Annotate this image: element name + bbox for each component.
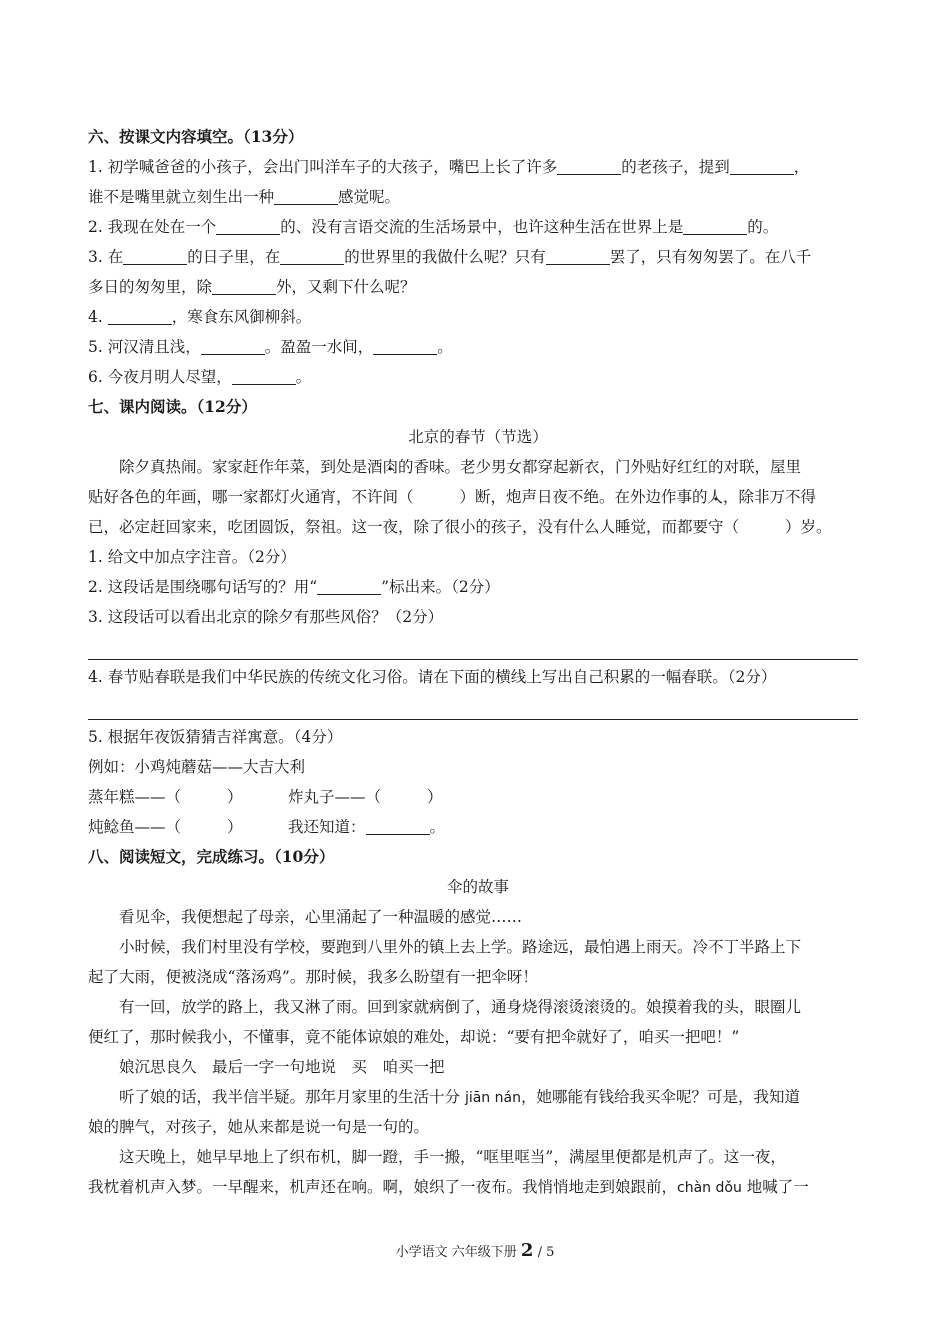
story-line: 有一回，放学的路上，我又淋了雨。回到家就病倒了，通身烧得滚烫滚烫的。娘摸着我的头，眼圈儿 bbox=[119, 998, 802, 1016]
text: 2. 这段话是围绕哪句话写的？用“ bbox=[88, 578, 318, 596]
story-line: 小时候，我们村里没有学校，要跑到八里外的镇上去上学。路途远，最怕遇上雨天。冷不丁半路上下 bbox=[119, 938, 802, 956]
pinyin-word: chàn dǒu bbox=[677, 1180, 742, 1196]
text: （ bbox=[723, 518, 740, 536]
text: 。 bbox=[437, 338, 453, 356]
example-line: 例如：小鸡炖蘑菇——大吉大利 bbox=[88, 758, 306, 776]
fill-blank[interactable] bbox=[212, 276, 276, 295]
text: 贴好各色的年画，哪一家都灯火通宵，不许 bbox=[88, 488, 383, 506]
fill-blank[interactable] bbox=[123, 246, 187, 265]
fill-blank[interactable] bbox=[317, 576, 381, 595]
story-line: 娘的脾气，对孩子，她从来都是说一句是一句的。 bbox=[88, 1118, 430, 1136]
footer-text: 小学语文 六年级下册 bbox=[395, 1245, 517, 1260]
s6-question-5 bbox=[88, 332, 868, 362]
s7-question-1: 1. 给文中加点字注音。（2分） bbox=[88, 548, 296, 566]
story-line: 便红了，那时候我小，不懂事，竟不能体谅娘的难处，却说：“要有把伞就好了，咱买一把吧！” bbox=[88, 1028, 740, 1046]
text: （ bbox=[398, 488, 414, 506]
text: 的老孩子，提到 bbox=[621, 158, 730, 176]
text: 的。 bbox=[747, 218, 779, 236]
text: ”标出来。（2分） bbox=[381, 578, 500, 596]
story-line: 娘沉思良久 最后一字一句地说 买 咱买一把 bbox=[119, 1058, 445, 1076]
text: 蒸年糕——（ bbox=[88, 788, 182, 806]
fill-blank[interactable] bbox=[108, 306, 172, 325]
story-line: 起了大雨，便被浇成“落汤鸡”。那时候，我多么盼望有一把伞呀！ bbox=[88, 968, 538, 986]
text: 。盈盈一水间， bbox=[264, 338, 374, 356]
passage-line bbox=[88, 512, 868, 542]
s6-question-3-line-2 bbox=[88, 272, 868, 302]
text: ） bbox=[227, 788, 243, 806]
dish-item bbox=[88, 782, 288, 812]
fill-blank[interactable] bbox=[557, 156, 621, 175]
text: 4. bbox=[88, 308, 103, 326]
worksheet-page bbox=[88, 122, 868, 1202]
fill-blank[interactable] bbox=[274, 186, 338, 205]
fill-blank[interactable] bbox=[232, 366, 296, 385]
text: 炸丸子——（ bbox=[288, 788, 382, 806]
text: ） bbox=[427, 788, 443, 806]
text: 2. 我现在处在一个 bbox=[88, 218, 217, 236]
passage-title: 北京的春节（节选） bbox=[408, 428, 548, 446]
s7-question-4: 4. 春节贴春联是我们中华民族的传统文化习俗。请在下面的横线上写出自己积累的一幅春联。（2分） bbox=[88, 668, 777, 686]
text: ， bbox=[793, 158, 810, 176]
text: 外，又剩下什么呢？ bbox=[276, 278, 416, 296]
text: 罢了，只有匆匆罢了。在八千 bbox=[609, 248, 812, 266]
dish-item bbox=[88, 812, 288, 842]
fill-blank[interactable] bbox=[366, 816, 430, 835]
text: ） bbox=[227, 818, 243, 836]
answer-line[interactable] bbox=[88, 692, 868, 722]
text: 5. 河汉清且浅， bbox=[88, 338, 201, 356]
fill-blank[interactable] bbox=[730, 156, 794, 175]
text: 我还知道： bbox=[288, 818, 366, 836]
story-line bbox=[88, 1172, 868, 1202]
text: 。 bbox=[429, 818, 446, 836]
text: ）岁。 bbox=[785, 518, 832, 536]
text: 的日子里，在 bbox=[187, 248, 281, 266]
text: 3. 在 bbox=[88, 248, 124, 266]
dotted-char: 守 bbox=[708, 518, 724, 536]
story-title: 伞的故事 bbox=[446, 878, 509, 896]
section-8-heading: 八、阅读短文，完成练习。（10分） bbox=[88, 847, 335, 866]
s6-question-1-line-2 bbox=[88, 182, 868, 212]
page-total: / 5 bbox=[537, 1245, 555, 1260]
text: 1. 初学喊爸爸的小孩子，会出门叫洋车子的大孩子，嘴巴上长了许多 bbox=[88, 158, 558, 176]
dish-item bbox=[288, 818, 445, 836]
s7-question-3: 3. 这段话可以看出北京的除夕有那些风俗？（2分） bbox=[88, 608, 444, 626]
dotted-char: 间 bbox=[382, 488, 399, 506]
dish-item bbox=[288, 788, 443, 806]
text: ，她哪能有钱给我买伞呢？可是，我知道 bbox=[520, 1088, 800, 1106]
page-footer bbox=[0, 1240, 950, 1261]
story-line bbox=[88, 1082, 868, 1112]
fill-blank[interactable] bbox=[546, 246, 610, 265]
passage-line: 除夕真热闹。家家赶作年菜，到处是酒肉的香味。老少男女都穿起新衣，门外贴好红红的对联，屋里 bbox=[119, 458, 802, 476]
fill-blank[interactable] bbox=[683, 216, 747, 235]
fill-blank[interactable] bbox=[201, 336, 265, 355]
section-6-heading: 六、按课文内容填空。（13分） bbox=[88, 127, 304, 146]
s6-question-2 bbox=[88, 212, 868, 242]
page-number: 2 bbox=[520, 1240, 534, 1261]
dish-row-1 bbox=[88, 782, 868, 812]
s7-question-2 bbox=[88, 572, 868, 602]
text: 炖鲶鱼——（ bbox=[88, 818, 182, 836]
text: 的世界里的我做什么呢？只有 bbox=[344, 248, 546, 266]
answer-line[interactable] bbox=[88, 632, 868, 662]
pinyin-word: jiān nán bbox=[464, 1090, 521, 1106]
text: 地喊了一 bbox=[746, 1178, 809, 1196]
story-line: 这天晚上，她早早地上了织布机，脚一蹬，手一搬，“哐里哐当”，满屋里便都是机声了。这一夜， bbox=[119, 1148, 786, 1166]
section-7-heading: 七、课内阅读。（12分） bbox=[88, 397, 257, 416]
s7-question-5: 5. 根据年夜饭猜猜吉祥寓意。（4分） bbox=[88, 728, 343, 746]
text: 。 bbox=[295, 368, 312, 386]
s6-question-4 bbox=[88, 302, 868, 332]
fill-blank[interactable] bbox=[216, 216, 280, 235]
text: 已，必定赶回家来，吃团圆饭，祭祖。这一夜，除了很小的孩子，没有什么人睡觉，而都要 bbox=[88, 518, 709, 536]
text: 我枕着机声入梦。一早醒来，机声还在响。啊，娘织了一夜布。我悄悄地走到娘跟前， bbox=[88, 1178, 678, 1196]
text: ）断，炮声日夜不绝。在外边作事的人，除非万不得 bbox=[459, 488, 817, 506]
text: 6. 今夜月明人尽望， bbox=[88, 368, 232, 386]
story-line: 看见伞，我便想起了母亲，心里涌起了一种温暖的感觉…… bbox=[119, 908, 523, 926]
dish-row-2 bbox=[88, 812, 868, 842]
s6-question-3-line-1 bbox=[88, 242, 868, 272]
text: 多日的匆匆里，除 bbox=[88, 278, 213, 296]
text: 谁不是嘴里就立刻生出一种 bbox=[88, 188, 275, 206]
passage-line bbox=[88, 482, 868, 512]
s6-question-6 bbox=[88, 362, 868, 392]
text: ，寒食东风御柳斜。 bbox=[171, 308, 312, 326]
fill-blank[interactable] bbox=[280, 246, 344, 265]
text: 感觉呢。 bbox=[338, 188, 401, 206]
s6-question-1-line-1 bbox=[88, 152, 868, 182]
text: 听了娘的话，我半信半疑。那年月家里的生活十分 bbox=[119, 1088, 461, 1106]
fill-blank[interactable] bbox=[373, 336, 437, 355]
text: 的、没有言语交流的生活场景中，也许这种生活在世界上是 bbox=[280, 218, 684, 236]
